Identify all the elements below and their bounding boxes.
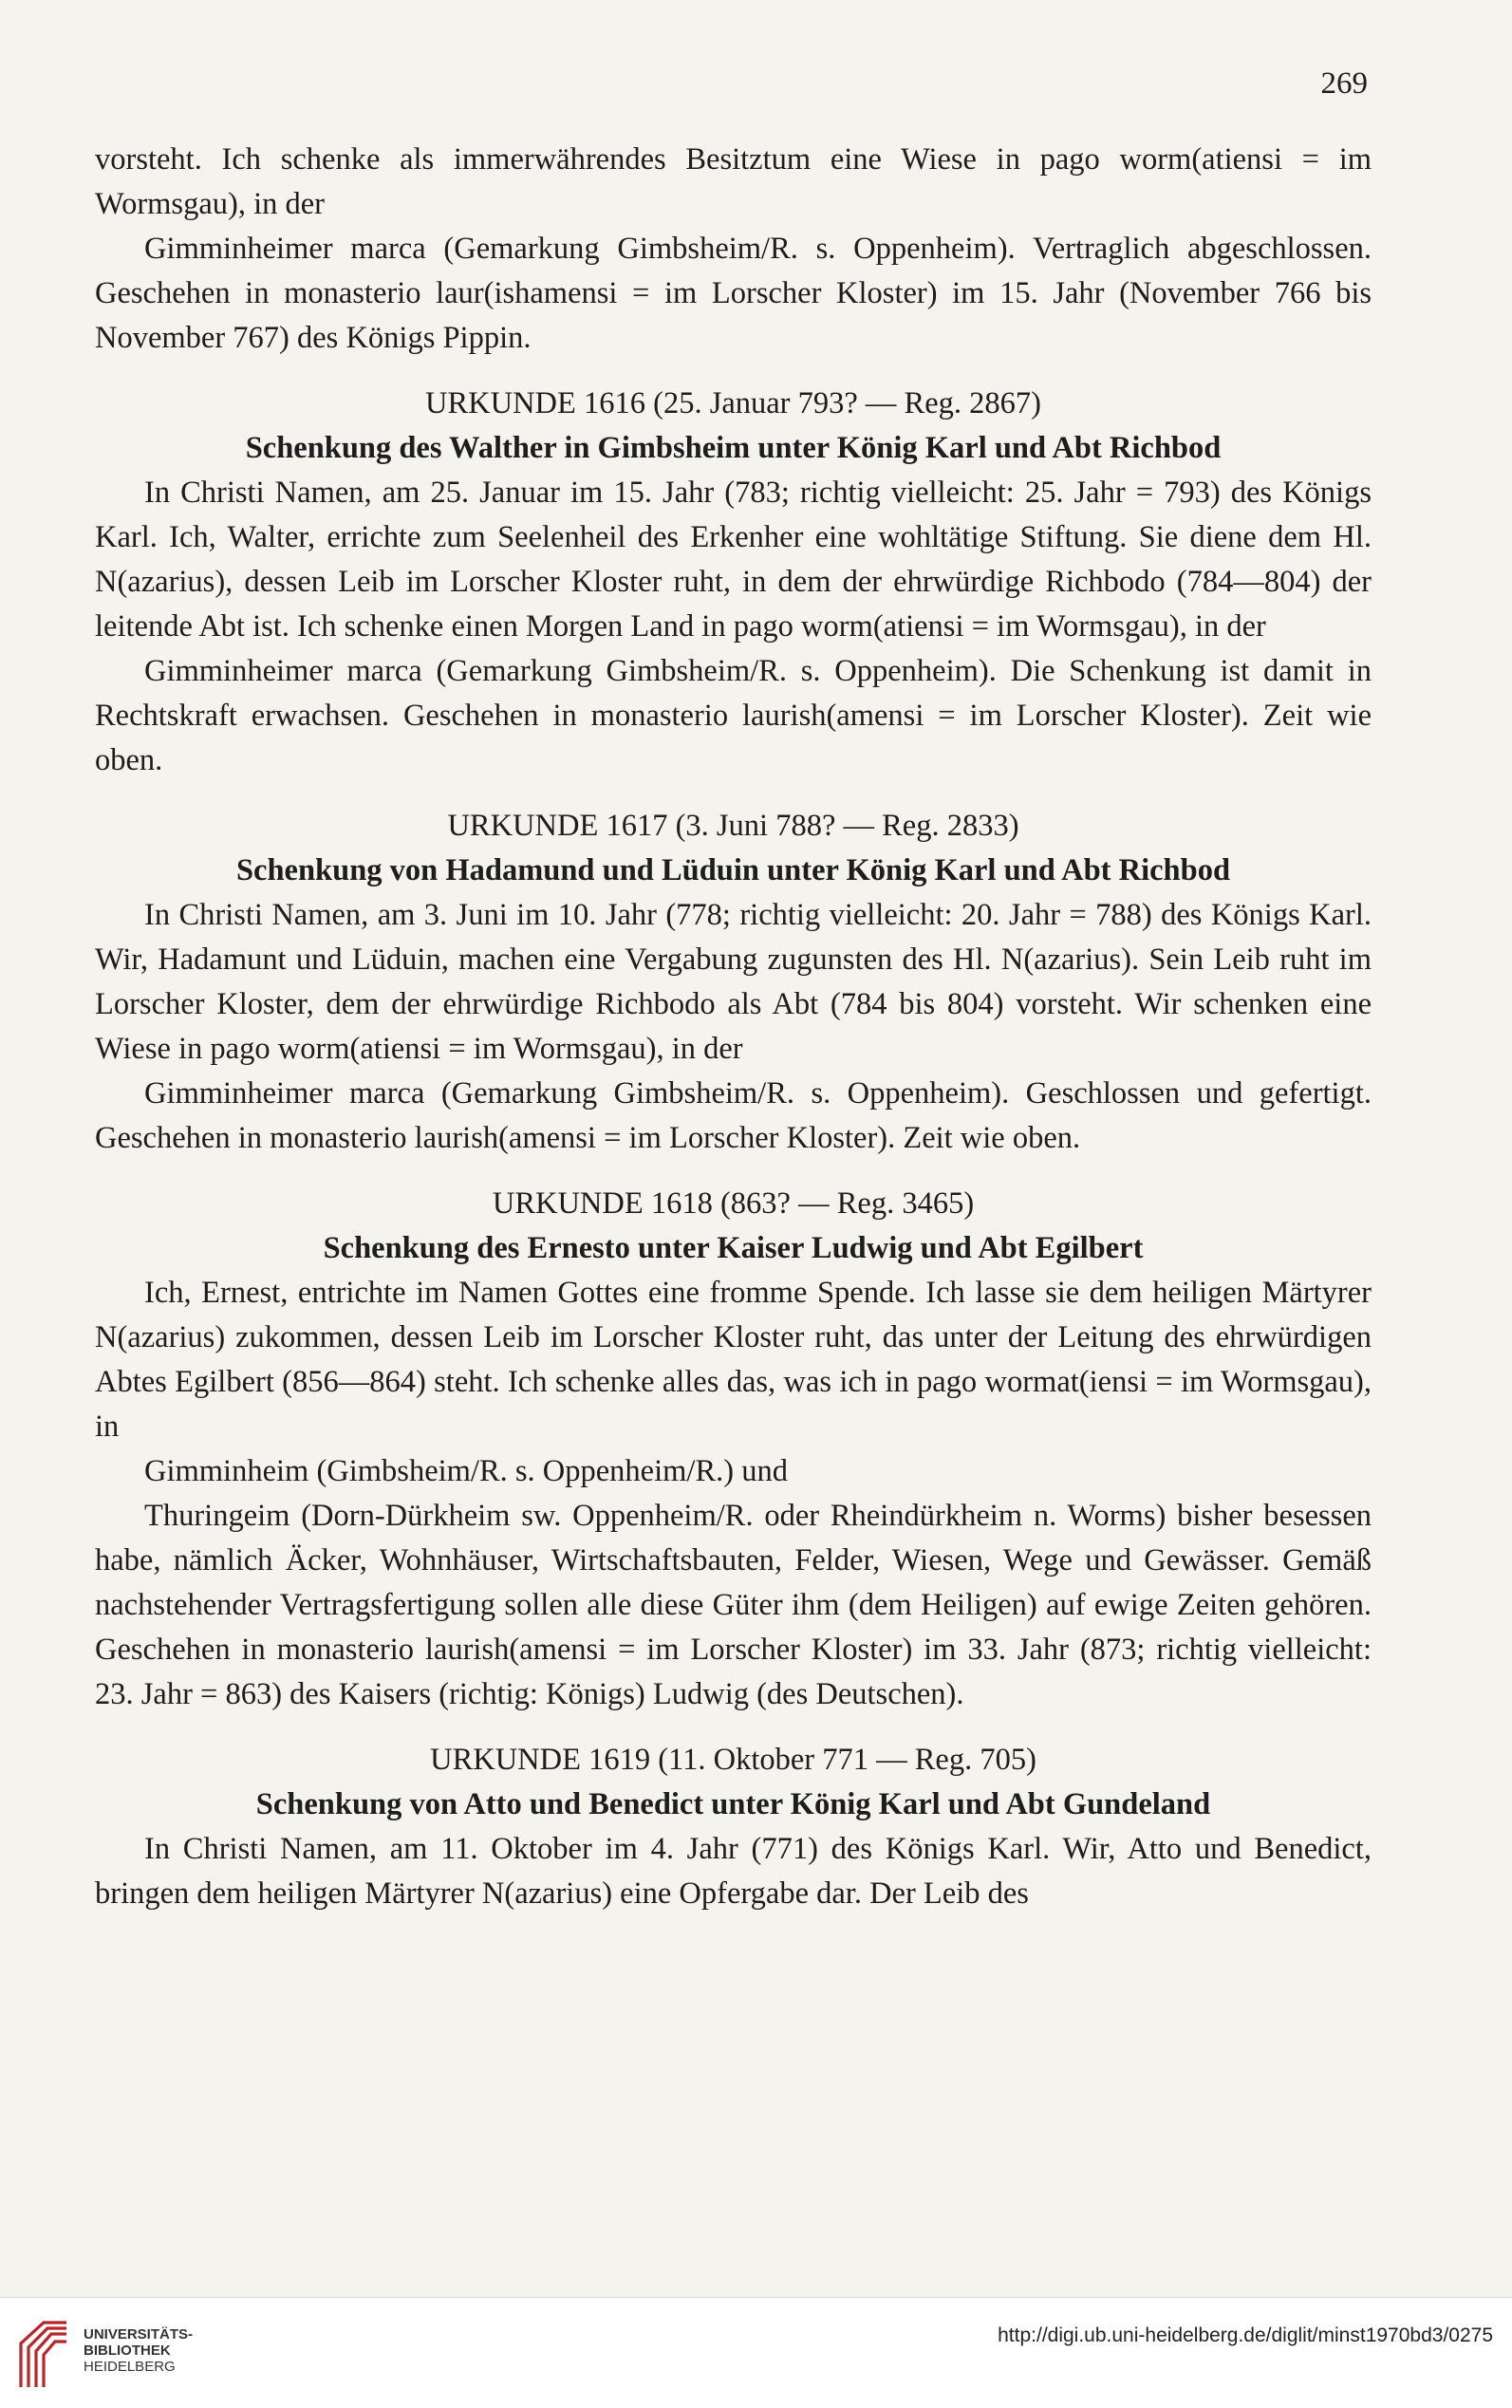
charter-subheading: Schenkung von Atto und Benedict unter König Karl und Abt Gundeland bbox=[255, 1787, 1211, 1821]
charter-subheading: Schenkung des Walther in Gimbsheim unter König Karl und Abt Richbod bbox=[245, 431, 1222, 465]
paragraph: Ich, Ernest, entrichte im Namen Gottes eine fromme Spende. Ich lasse sie dem heiligen Märtyrer N(azarius) zukommen, dessen Leib im Lorscher Kloster ruht, das unter der Leitung des ehrwürdigen Abtes Egilbert (856—864) steht. Ich schenke alles das, was ich in pago wormat(iensi = im Wormsgau), in bbox=[95, 1276, 1372, 1444]
library-logo-icon[interactable] bbox=[15, 2315, 72, 2391]
paragraph: In Christi Namen, am 11. Oktober im 4. Jahr (771) des Königs Karl. Wir, Atto und Benedict, bringen dem heiligen Märtyrer N(azarius) eine Opfergabe dar. Der Leib des bbox=[95, 1832, 1372, 1911]
paragraph: Gimminheim (Gimbsheim/R. s. Oppenheim/R.) und bbox=[144, 1454, 788, 1488]
paragraph: Gimminheimer marca (Gemarkung Gimbsheim/R. s. Oppenheim). Die Schenkung ist damit in Rechtskraft erwachsen. Geschehen in monasterio laurish(amensi = im Lorscher Kloster). Zeit wie oben. bbox=[95, 654, 1372, 777]
charter-heading: URKUNDE 1619 (11. Oktober 771 — Reg. 705) bbox=[430, 1743, 1036, 1777]
charter-subheading: Schenkung des Ernesto unter Kaiser Ludwig und Abt Egilbert bbox=[323, 1231, 1144, 1265]
viewer-footer bbox=[0, 2297, 1512, 2408]
charter-heading: URKUNDE 1618 (863? — Reg. 3465) bbox=[492, 1186, 975, 1221]
charter-heading: URKUNDE 1617 (3. Juni 788? — Reg. 2833) bbox=[447, 809, 1019, 843]
library-name-line: UNIVERSITÄTS- bbox=[84, 2326, 194, 2343]
page-number: 269 bbox=[1320, 66, 1368, 101]
library-name bbox=[84, 2326, 193, 2375]
charter-subheading: Schenkung von Hadamund und Lüduin unter König Karl und Abt Richbod bbox=[235, 853, 1231, 887]
paragraph: In Christi Namen, am 25. Januar im 15. Jahr (783; richtig vielleicht: 25. Jahr = 793) des Königs Karl. Ich, Walter, errichte zum Seelenheil des Erkenher eine wohltätige Stiftung. Sie diene dem Hl. N(azarius), dessen Leib im Lorscher Kloster ruht, in dem der ehrwürdige Richbodo (784—804) der leitende Abt ist. Ich schenke einen Morgen Land in pago worm(atiensi = im Wormsgau), in der bbox=[95, 476, 1372, 644]
permalink-url[interactable]: http://digi.ub.uni-heidelberg.de/diglit/minst1970bd3/0275 bbox=[998, 2324, 1493, 2346]
paragraph: Thuringeim (Dorn-Dürkheim sw. Oppenheim/R. oder Rheindürkheim n. Worms) bisher besessen habe, nämlich Äcker, Wohnhäuser, Wirtschaftsbauten, Felder, Wiesen, Wege und Gewässer. Gemäß nachstehender Vertragsfertigung sollen alle diese Güter ihm (dem Heiligen) auf ewige Zeiten gehören. Geschehen in monasterio laurish(amensi = im Lorscher Kloster) im 33. Jahr (873; richtig vielleicht: 23. Jahr = 863) des Kaisers (richtig: Königs) Ludwig (des Deutschen). bbox=[95, 1499, 1372, 1711]
main-text bbox=[95, 138, 1372, 1916]
library-name-line: HEIDELBERG bbox=[84, 2359, 176, 2375]
paragraph: Gimminheimer marca (Gemarkung Gimbsheim/R. s. Oppenheim). Vertraglich abgeschlossen. Geschehen in monasterio laur(ishamensi = im Lorscher Kloster) im 15. Jahr (November 766 bis November 767) des Königs Pippin. bbox=[95, 232, 1372, 355]
paragraph: Gimminheimer marca (Gemarkung Gimbsheim/R. s. Oppenheim). Geschlossen und gefertigt. Geschehen in monasterio laurish(amensi = im Lorscher Kloster). Zeit wie oben. bbox=[95, 1076, 1372, 1155]
paragraph: In Christi Namen, am 3. Juni im 10. Jahr (778; richtig vielleicht: 20. Jahr = 788) des Königs Karl. Wir, Hadamunt und Lüduin, machen eine Vergabung zugunsten des Hl. N(azarius). Sein Leib ruht im Lorscher Kloster, dem der ehrwürdige Richbodo als Abt (784 bis 804) vorsteht. Wir schenken eine Wiese in pago worm(atiensi = im Wormsgau), in der bbox=[95, 898, 1372, 1066]
paragraph: vorsteht. Ich schenke als immerwährendes Besitztum eine Wiese in pago worm(atiensi = im Wormsgau), in der bbox=[95, 142, 1372, 221]
charter-heading: URKUNDE 1616 (25. Januar 793? — Reg. 2867) bbox=[424, 386, 1041, 420]
library-name-line: BIBLIOTHEK bbox=[84, 2343, 171, 2359]
